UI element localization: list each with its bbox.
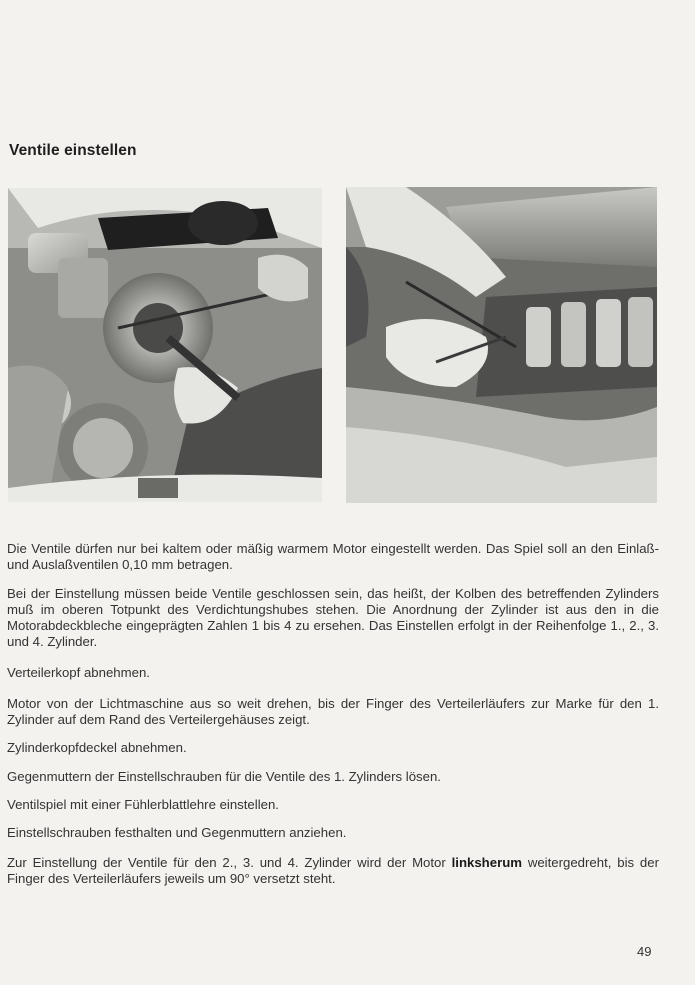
paragraph-step: Verteilerkopf abnehmen. (7, 665, 150, 680)
body-text (7, 825, 659, 841)
body-text (7, 696, 659, 728)
page-heading: Ventile einstellen (9, 142, 137, 159)
paragraph-step: Gegenmuttern der Einstellschrauben für die Ventile des 1. Zylinders lösen. (7, 769, 441, 784)
paragraph-step: Ventilspiel mit einer Fühlerblattlehre einstellen. (7, 797, 279, 812)
paragraph-step: Einstellschrauben festhalten und Gegenmuttern anziehen. (7, 825, 347, 840)
paragraph-step: Zylinderkopfdeckel abnehmen. (7, 740, 187, 755)
valve-adjustment-photo (346, 187, 657, 503)
body-text (7, 740, 659, 756)
body-text (7, 769, 659, 785)
paragraph-intro: Die Ventile dürfen nur bei kaltem oder mäßig warmem Motor eingestellt werden. Das Spiel soll an den Einlaß- und Auslaßventilen 0,10 mm betragen. (7, 541, 659, 572)
page-number: 49 (637, 944, 652, 959)
body-text (7, 855, 659, 887)
emphasis-text: linksherum (451, 855, 522, 870)
engine-compartment-photo (8, 188, 322, 502)
paragraph-conditions: Bei der Einstellung müssen beide Ventile geschlossen sein, das heißt, der Kolben des betreffenden Zylinders muß im oberen Totpunkt des Verdichtungshubes stehen. Die Anordnung der Zylinder ist aus den in die Motorabdeckbleche eingeprägten Zahlen 1 bis 4 zu ersehen. Das Einstellen erfolgt in der Reihenfolge 1., 2., 3. und 4. Zylinder. (7, 586, 659, 649)
body-text (7, 797, 659, 813)
body-text (7, 541, 659, 573)
body-text (7, 586, 659, 650)
paragraph-final: Zur Einstellung der Ventile für den 2., 3. und 4. Zylinder wird der Motor linksherum weitergedreht, bis der Finger des Verteilerläufers jeweils um 90° versetzt steht. (7, 855, 659, 886)
paragraph-step: Motor von der Lichtmaschine aus so weit drehen, bis der Finger des Verteilerläufers zur Marke für den 1. Zylinder auf dem Rand des Verteilergehäuses zeigt. (7, 696, 659, 727)
body-text (7, 665, 659, 681)
